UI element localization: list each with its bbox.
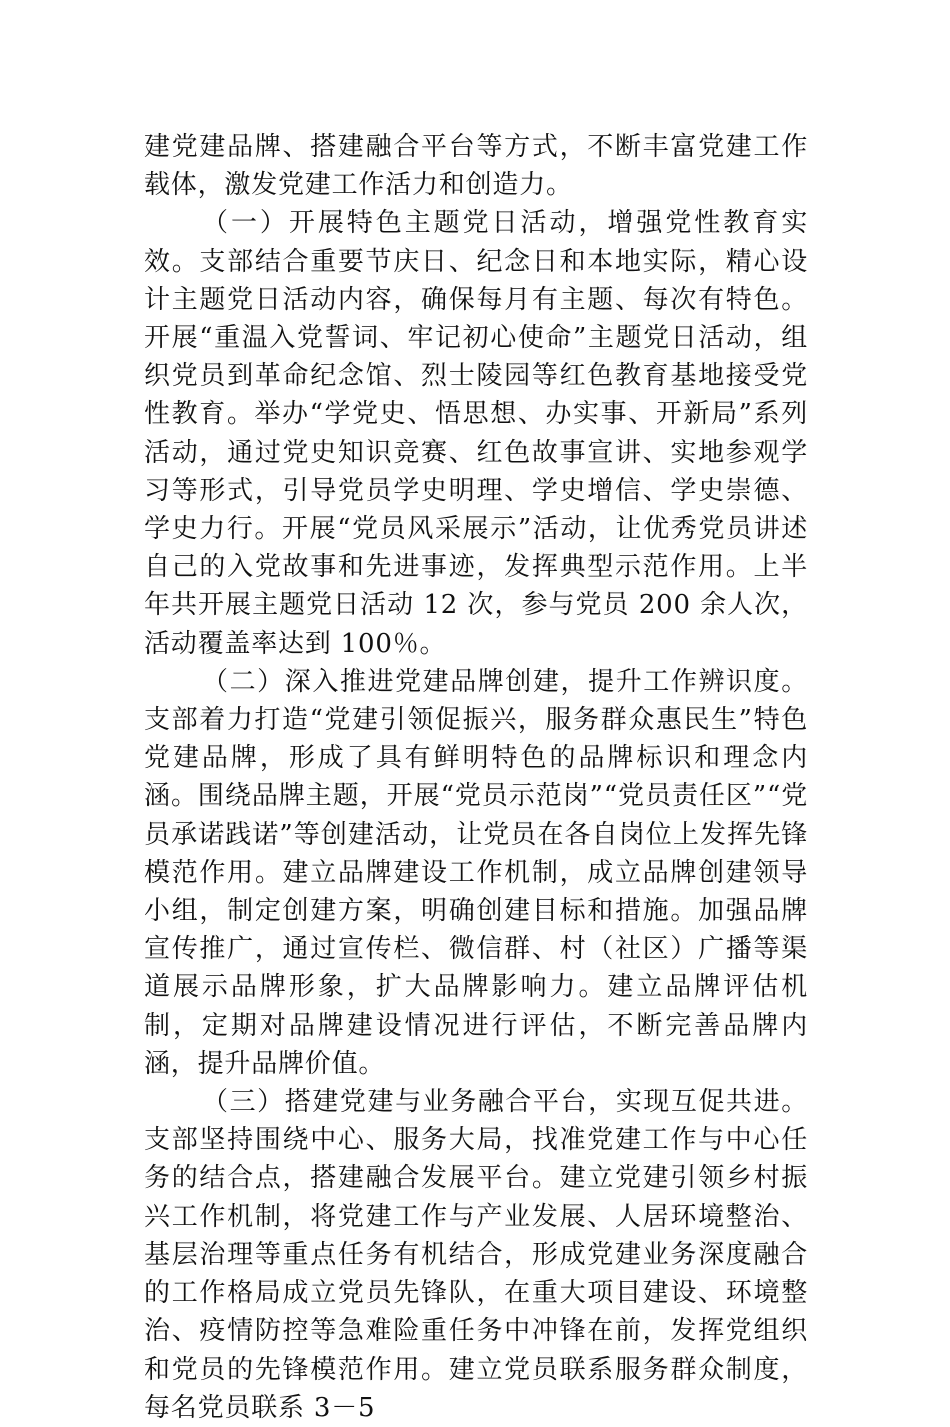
paragraph-intro: 建党建品牌、搭建融合平台等方式，不断丰富党建工作载体，激发党建工作活力和创造力。 [144, 132, 808, 201]
paragraph-section-1: （一）开展特色主题党日活动，增强党性教育实效。支部结合重要节庆日、纪念日和本地实际，精心设计主题党日活动内容，确保每月有主题、每次有特色。开展“重温入党誓词、牢记初心使命”主题党日活动，组织党员到革命纪念馆、烈士陵园等红色教育基地接受党性教育。举办“学党史、悟思想、办实事、开新局”系列活动，通过党史知识竞赛、红色故事宣讲、实地参观学习等形式，引导党员学史明理、学史增信、学史崇德、学史力行。开展“党员风采展示”活动，让优秀党员讲述自己的入党故事和先进事迹，发挥典型示范作用。上半年共开展主题党日活动 12 次，参与党员 200 余人次，活动覆盖率达到 100％。 [144, 208, 808, 659]
paragraph-section-3: （三）搭建党建与业务融合平台，实现互促共进。支部坚持围绕中心、服务大局，找准党建工作与中心任务的结合点，搭建融合发展平台。建立党建引领乡村振兴工作机制，将党建工作与产业发展、人居环境整治、基层治理等重点任务有机结合，形成党建业务深度融合的工作格局成立党员先锋队，在重大项目建设、环境整治、疫情防控等急难险重任务中冲锋在前，发挥党组织和党员的先锋模范作用。建立党员联系服务群众制度，每名党员联系 3－5 [144, 1087, 808, 1423]
paragraph-section-2: （二）深入推进党建品牌创建，提升工作辨识度。支部着力打造“党建引领促振兴，服务群众惠民生”特色党建品牌，形成了具有鲜明特色的品牌标识和理念内涵。围绕品牌主题，开展“党员示范岗”“党员责任区”“党员承诺践诺”等创建活动，让党员在各自岗位上发挥先锋模范作用。建立品牌建设工作机制，成立品牌创建领导小组，制定创建方案，明确创建目标和措施。加强品牌宣传推广，通过宣传栏、微信群、村（社区）广播等渠道展示品牌形象，扩大品牌影响力。建立品牌评估机制，定期对品牌建设情况进行评估，不断完善品牌内涵，提升品牌价值。 [144, 666, 808, 1079]
document-page [144, 128, 808, 1427]
